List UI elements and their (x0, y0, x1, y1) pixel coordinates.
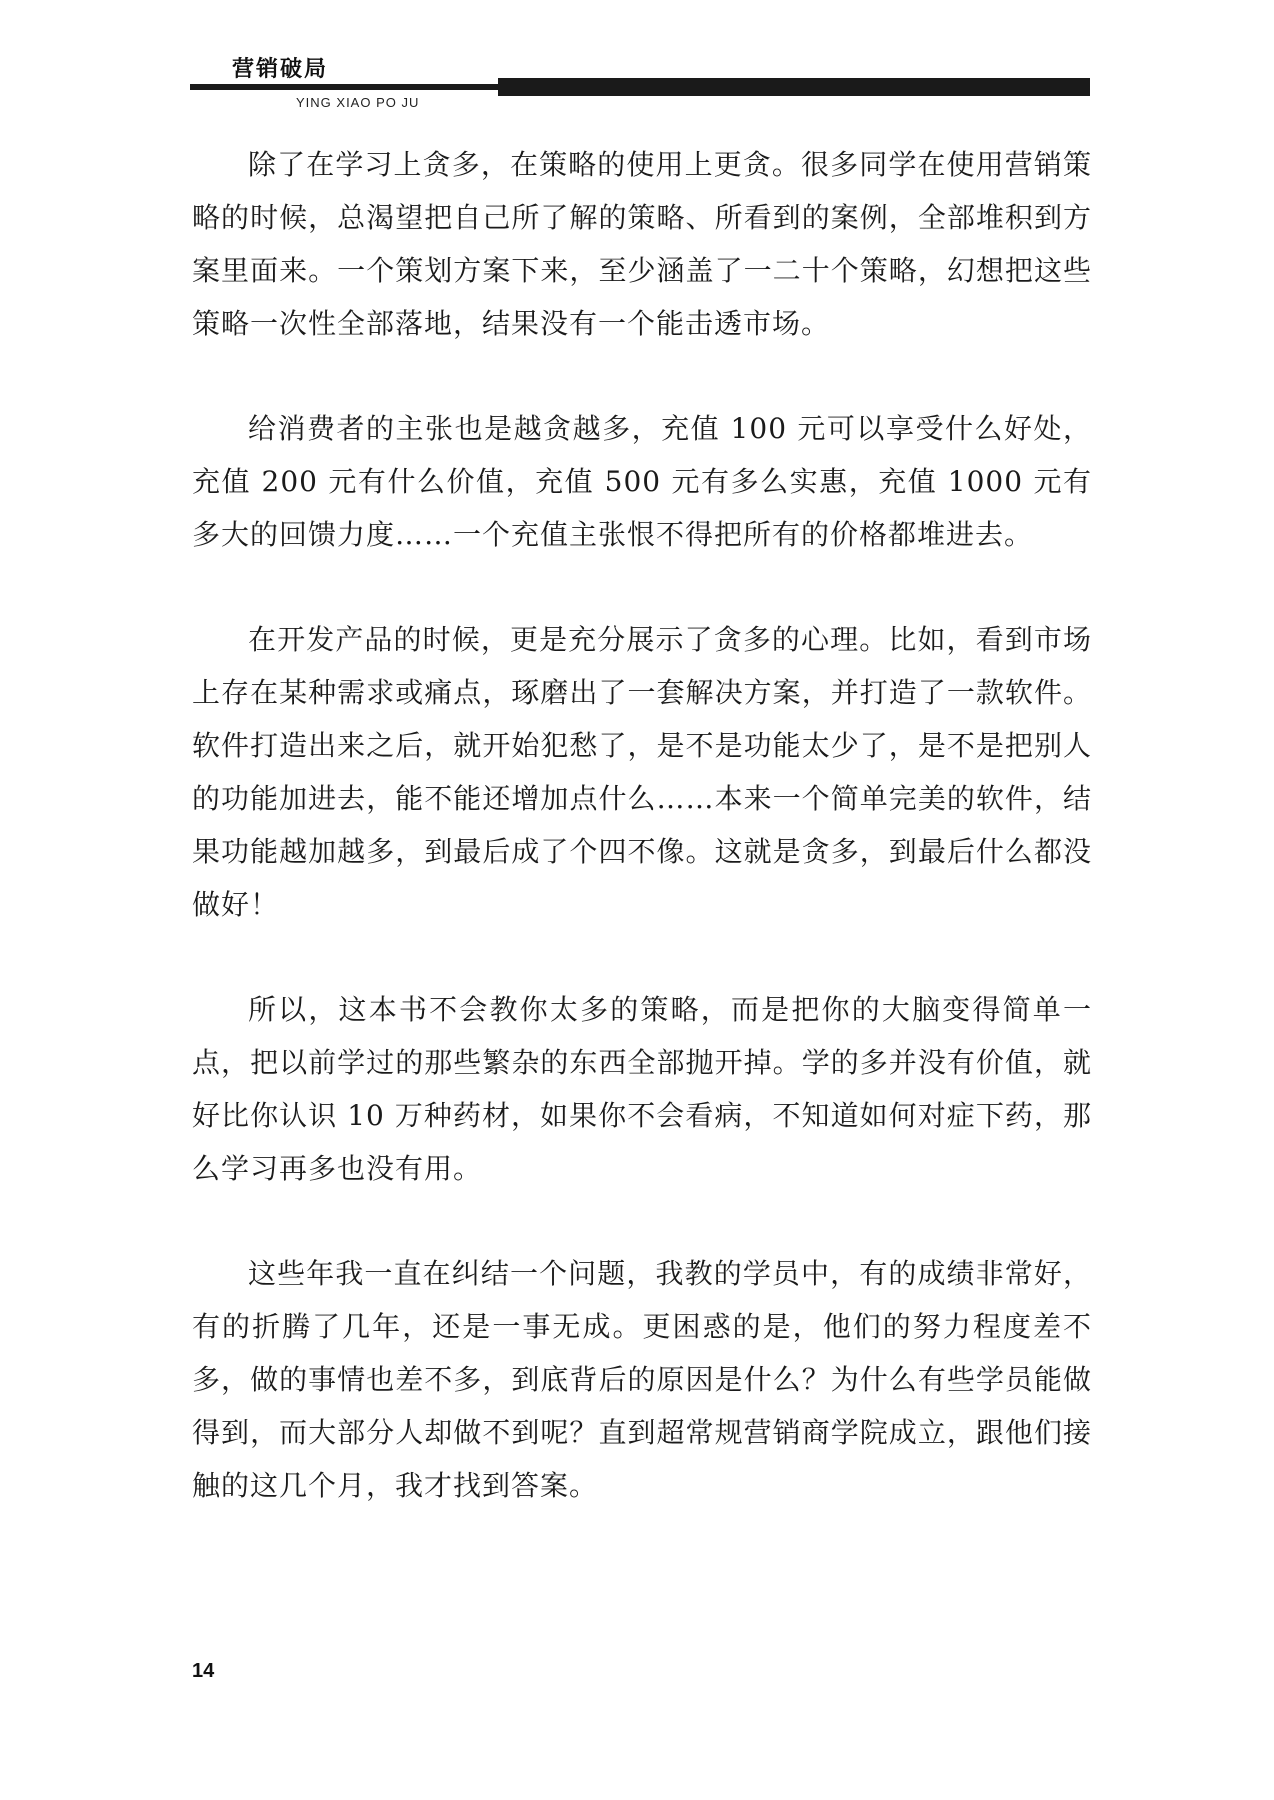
paragraph-1: 除了在学习上贪多，在策略的使用上更贪。很多同学在使用营销策略的时候，总渴望把自己所了解的策略、所看到的案例，全部堆积到方案里面来。一个策划方案下来，至少涵盖了一二十个策略，幻想把这些策略一次性全部落地，结果没有一个能击透市场。 (192, 148, 1092, 340)
paragraph-4: 所以，这本书不会教你太多的策略，而是把你的大脑变得简单一点，把以前学过的那些繁杂的东西全部抛开掉。学的多并没有价值，就好比你认识 10 万种药材，如果你不会看病，不知道如何对症下药，那么学习再多也没有用。 (192, 993, 1092, 1185)
body-text (192, 138, 1092, 1564)
paragraph-3: 在开发产品的时候，更是充分展示了贪多的心理。比如，看到市场上存在某种需求或痛点，琢磨出了一套解决方案，并打造了一款软件。软件打造出来之后，就开始犯愁了，是不是功能太少了，是不是把别人的功能加进去，能不能还增加点什么……本来一个简单完美的软件，结果功能越加越多，到最后成了个四不像。这就是贪多，到最后什么都没做好！ (192, 623, 1092, 921)
paragraph-2: 给消费者的主张也是越贪越多，充值 100 元可以享受什么好处，充值 200 元有什么价值，充值 500 元有多么实惠，充值 1000 元有多大的回馈力度……一个充值主张恨不得把所有的价格都堆进去。 (192, 412, 1092, 551)
header-rule-thin (190, 84, 500, 90)
running-header (0, 0, 1274, 140)
header-rule-thick (498, 78, 1090, 96)
book-title: 营销破局 (232, 57, 329, 82)
paragraph-5: 这些年我一直在纠结一个问题，我教的学员中，有的成绩非常好，有的折腾了几年，还是一事无成。更困惑的是，他们的努力程度差不多，做的事情也差不多，到底背后的原因是什么？为什么有些学员能做得到，而大部分人却做不到呢？直到超常规营销商学院成立，跟他们接触的这几个月，我才找到答案。 (192, 1257, 1092, 1502)
book-title-pinyin: YING XIAO PO JU (296, 95, 420, 110)
page-number: 14 (192, 1660, 215, 1682)
